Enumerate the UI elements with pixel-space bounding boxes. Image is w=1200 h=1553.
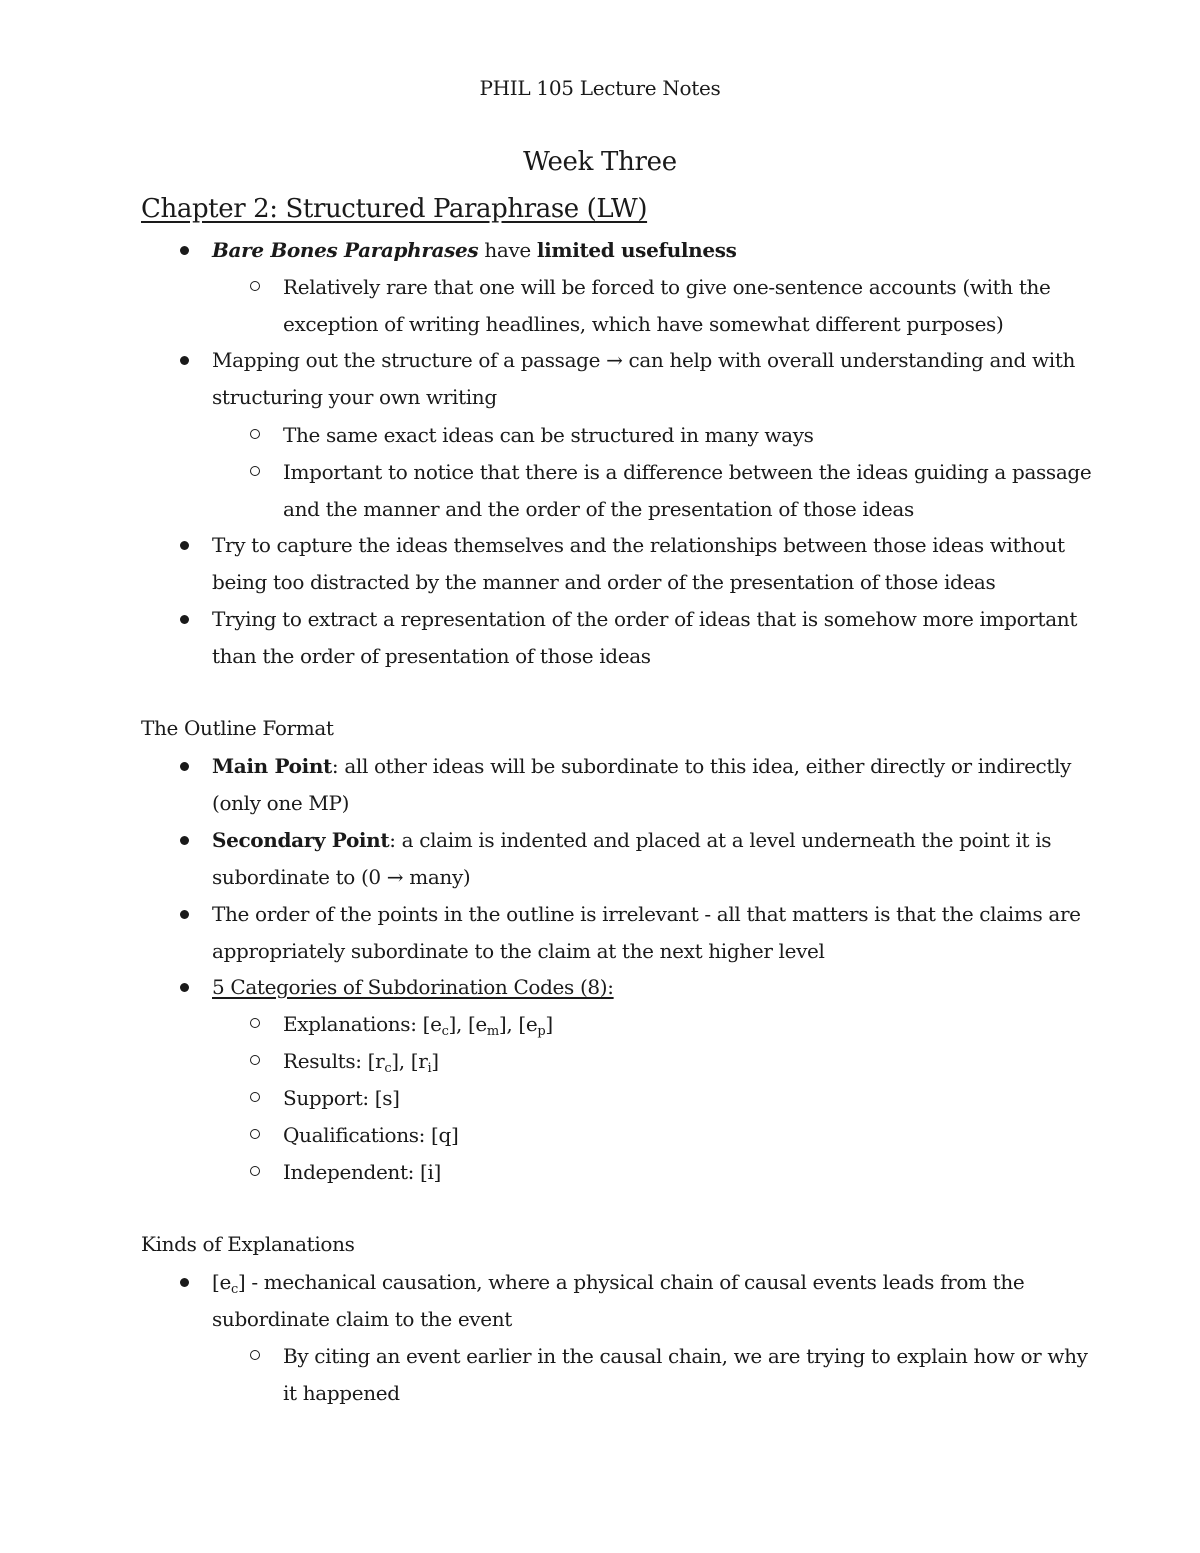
bullet-icon — [180, 356, 189, 365]
sub-bullet-icon — [250, 429, 260, 439]
sub-bullet-icon — [250, 1166, 260, 1176]
sub-bullet-text: Relatively rare that one will be forced to give one-sentence accounts (with the — [283, 275, 1051, 299]
sub-bullet-text: Important to notice that there is a difference between the ideas guiding a passage — [283, 460, 1092, 484]
bullet-extract: Trying to extract a representation of the order of ideas that is somehow more important — [212, 607, 1077, 631]
bullet-secondary-point: Secondary Point: a claim is indented and placed at a level underneath the point it is — [212, 828, 1052, 852]
bullet-extract-cont: than the order of presentation of those ideas — [212, 644, 651, 668]
bullet-ec: $[e_c]$ - mechanical causation, where a physical chain of causal events leads from the — [212, 1270, 1025, 1297]
sub-bullet-icon — [250, 1129, 260, 1139]
bullet-icon — [180, 1278, 189, 1287]
sub-bullet-text-cont: exception of writing headlines, which have somewhat different purposes) — [283, 312, 1004, 336]
section-heading-kinds: Kinds of Explanations — [141, 1232, 355, 1256]
sub-bullet-icon — [250, 1092, 260, 1102]
code-independent: Independent: [i] — [283, 1160, 441, 1184]
bullet-capture: Try to capture the ideas themselves and the relationships between those ideas without — [212, 533, 1065, 557]
bullet-icon — [180, 246, 189, 255]
bullet-icon — [180, 762, 189, 771]
bullet-order-cont: appropriately subordinate to the claim at the next higher level — [212, 939, 825, 963]
bullet-categories: 5 Categories of Subdorination Codes (8): — [212, 975, 614, 999]
code-qualifications: Qualifications: [q] — [283, 1123, 459, 1147]
bullet-main-point: Main Point: all other ideas will be subordinate to this idea, either directly or indirectly — [212, 754, 1072, 778]
sub-bullet-icon — [250, 1350, 260, 1360]
document-title: PHIL 105 Lecture Notes — [479, 76, 721, 100]
sub-bullet-icon — [250, 1055, 260, 1065]
sub-bullet-text: The same exact ideas can be structured in many ways — [283, 423, 814, 447]
bullet-ec-cont: subordinate claim to the event — [212, 1307, 512, 1331]
bullet-icon — [180, 910, 189, 919]
bullet-secondary-point-cont: subordinate to (0 → many) — [212, 865, 471, 889]
sub-bullet-icon — [250, 466, 260, 476]
section-heading-outline: The Outline Format — [141, 716, 334, 740]
sub-bullet-text-cont: it happened — [283, 1381, 400, 1405]
sub-bullet-icon — [250, 281, 260, 291]
code-results: Results: $[r_c]$, $[r_i]$ — [283, 1049, 439, 1076]
chapter-heading: Chapter 2: Structured Paraphrase (LW) — [141, 194, 648, 224]
bullet-mapping: Mapping out the structure of a passage → can help with overall understanding and with — [212, 348, 1076, 372]
bullet-icon — [180, 615, 189, 624]
code-explanations: Explanations: $[e_c]$, $[e_m]$, $[e_p]$ — [283, 1012, 553, 1039]
week-heading: Week Three — [523, 147, 677, 177]
bullet-capture-cont: being too distracted by the manner and order of the presentation of those ideas — [212, 570, 996, 594]
code-support: Support: [s] — [283, 1086, 400, 1110]
sub-bullet-text-cont: and the manner and the order of the presentation of those ideas — [283, 497, 914, 521]
bullet-icon — [180, 836, 189, 845]
sub-bullet-icon — [250, 1018, 260, 1028]
bullet-order: The order of the points in the outline is irrelevant - all that matters is that the claims are — [212, 902, 1081, 926]
bullet-mapping-cont: structuring your own writing — [212, 385, 497, 409]
bullet-bare-bones: Bare Bones Paraphrases have limited usefulness — [212, 238, 737, 262]
sub-bullet-text: By citing an event earlier in the causal chain, we are trying to explain how or why — [283, 1344, 1088, 1368]
bullet-icon — [180, 541, 189, 550]
bullet-icon — [180, 983, 189, 992]
bullet-main-point-cont: (only one MP) — [212, 791, 350, 815]
